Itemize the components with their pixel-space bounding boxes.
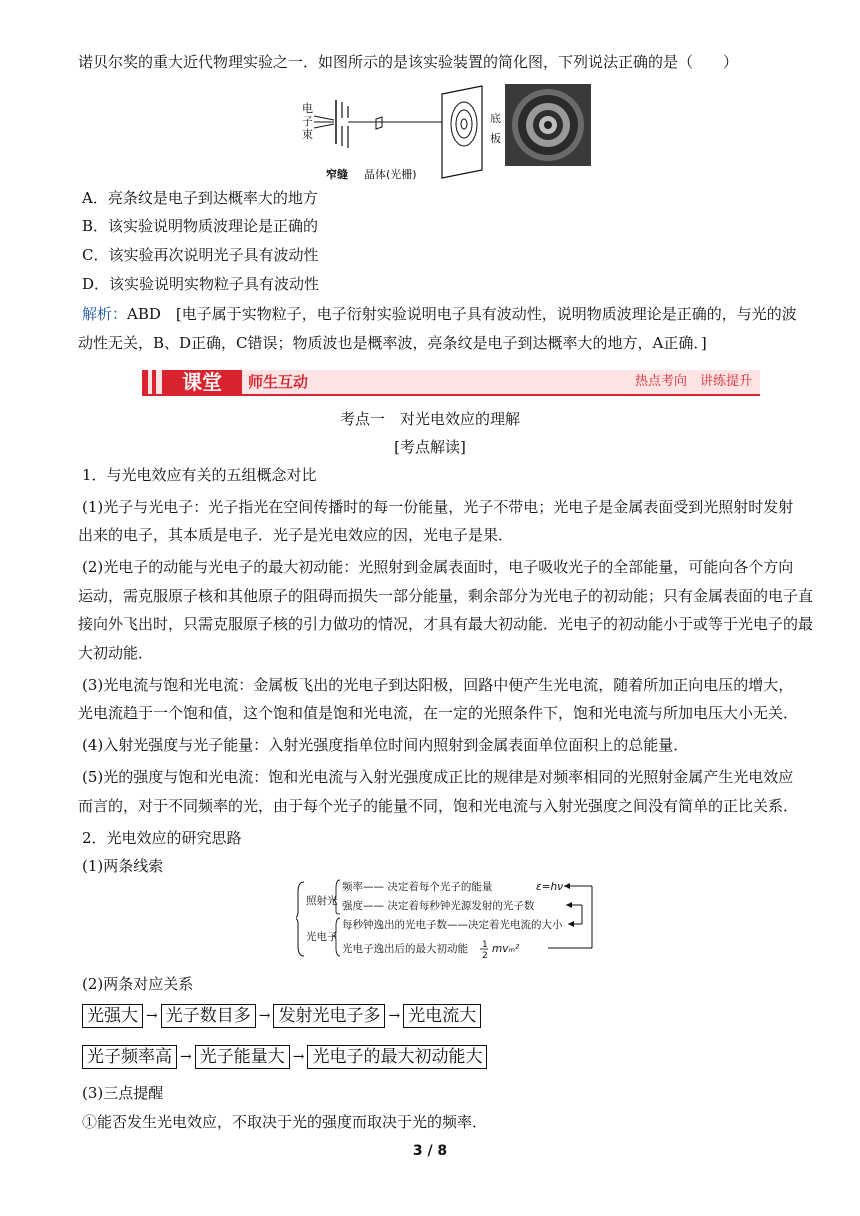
section-banner (142, 370, 760, 396)
chain1-box-1: 光强大 (82, 1004, 143, 1028)
answer-text-1: ABD [电子属于实物粒子，电子衍射实验说明电子具有波动性，说明物质波理论是正确的，与光的波 (127, 305, 797, 323)
plate-label-2: 板 (490, 132, 501, 145)
chain-2 (82, 1045, 487, 1069)
chain2-box-2: 光子能量大 (195, 1045, 290, 1069)
chain2-box-1: 光子频率高 (82, 1045, 177, 1069)
arrow-icon: → (292, 1049, 305, 1065)
body-line-0: 1．与光电效应有关的五组概念对比 (82, 466, 317, 484)
row1-formula: ε=hν (536, 881, 563, 893)
banner-right: 热点考向 讲练提升 (634, 374, 752, 389)
electron-diffraction-figure (300, 82, 595, 182)
row3-text: 每秒钟逸出的光电子数——决定着光电流的大小 (342, 919, 563, 931)
answer-line-2: 动性无关，B、D正确，C错误；物质波也是概率波，亮条纹是电子到达概率大的地方，A正确．] (78, 334, 707, 352)
body-line-8: 光电流趋于一个饱和值，这个饱和值是饱和光电流，在一定的光照条件下，饱和光电流与所加电压大小无关． (78, 704, 799, 722)
subsection-title: [考点解读] (394, 438, 466, 456)
option-c: C．该实验再次说明光子具有波动性 (82, 246, 319, 264)
question-stem: 诺贝尔奖的重大近代物理实验之一．如图所示的是该实验装置的简化图，下列说法正确的是（ ） (78, 53, 739, 71)
body-line-13: (1)两条线索 (82, 857, 164, 875)
arrow-icon: → (180, 1049, 192, 1065)
row2-text: 强度—— 决定着每秒钟光源发射的光子数 (342, 900, 535, 912)
option-d: D．该实验说明实物粒子具有波动性 (82, 275, 320, 293)
banner-small: 师生互动 (248, 373, 309, 391)
group-label-electron: 光电子 (306, 931, 338, 943)
arrow-icon: → (146, 1008, 158, 1024)
option-b: B．该实验说明物质波理论是正确的 (82, 217, 319, 235)
body-line-2: 出来的电子，其本质是电子．光子是光电效应的因，光电子是果． (78, 526, 514, 544)
answer-line-1 (82, 304, 797, 324)
body-line-1: (1)光子与光电子：光子指光在空间传播时的每一份能量，光子不带电；光电子是金属表面受到光照射时发射 (82, 498, 794, 516)
banner-big: 课堂 (162, 370, 242, 394)
chain-1 (82, 1004, 481, 1028)
tips-title: (3)三点提醒 (82, 1084, 164, 1102)
row1-text: 频率—— 决定着每个光子的能量 (342, 881, 493, 893)
banner-stripe (142, 370, 148, 394)
option-a: A．亮条纹是电子到达概率大的地方 (82, 189, 318, 207)
beam-label-3: 束 (302, 128, 313, 141)
body-line-4: 运动，需克服原子核和其他原子的阻碍而损失一部分能量，剩余部分为光电子的初动能；只有金属表面的电子直 (78, 587, 814, 605)
beam-label-1: 电 (302, 102, 313, 115)
crystal-label: 晶体(光栅) (364, 168, 417, 181)
plate-label-1: 底 (490, 112, 501, 125)
arrow-icon: → (258, 1008, 271, 1024)
chain2-box-3: 光电子的最大初动能大 (307, 1045, 487, 1069)
banner-stripe-2 (152, 370, 156, 394)
group-label-light: 照射光 (306, 895, 338, 907)
body-line-5: 接向外飞出时，只需克服原子核的引力做功的情况，才具有最大初动能．光电子的初动能小于或等于光电子的最 (78, 615, 814, 633)
body-line-12: 2．光电效应的研究思路 (82, 829, 242, 847)
relations-title: (2)两条对应关系 (82, 975, 194, 993)
body-line-10: (5)光的强度与饱和光电流：饱和光电流与入射光强度成正比的规律是对频率相同的光照射金属产生光电效应 (82, 768, 794, 786)
two-threads-diagram (296, 876, 601, 960)
page-number: 3 / 8 (412, 1143, 448, 1159)
body-line-11: 而言的，对于不同频率的光，由于每个光子的能量不同，饱和光电流与入射光强度之间没有简单的正比关系． (78, 797, 799, 815)
frac-den: 2 (482, 951, 488, 960)
chain1-box-2: 光子数目多 (161, 1004, 256, 1028)
body-line-9: (4)入射光强度与光子能量：入射光强度指单位时间内照射到金属表面单位面积上的总能量． (82, 736, 689, 754)
slit-label: 窄缝 (326, 168, 348, 181)
arrow-icon: → (388, 1008, 401, 1024)
section-title: 考点一 对光电效应的理解 (339, 410, 520, 428)
body-line-6: 大初动能． (78, 644, 154, 662)
body-line-3: (2)光电子的动能与光电子的最大初动能：光照射到金属表面时，电子吸收光子的全部能量，可能向各个方向 (82, 558, 794, 576)
beam-label-2: 子 (302, 115, 313, 128)
chain1-box-4: 光电流大 (403, 1004, 481, 1028)
banner-underline (142, 394, 760, 396)
chain1-box-3: 发射光电子多 (273, 1004, 385, 1028)
answer-label: 解析： (82, 305, 128, 323)
body-line-7: (3)光电流与饱和光电流：金属板飞出的光电子到达阳极，回路中便产生光电流，随着所加正向电压的增大， (82, 676, 794, 694)
tip-1: ①能否发生光电效应，不取决于光的强度而取决于光的频率． (82, 1113, 488, 1131)
row4-formula: mvₘ² (492, 943, 520, 955)
row4-text: 光电子逸出后的最大初动能 (342, 943, 468, 955)
frac-num: 1 (482, 940, 488, 950)
